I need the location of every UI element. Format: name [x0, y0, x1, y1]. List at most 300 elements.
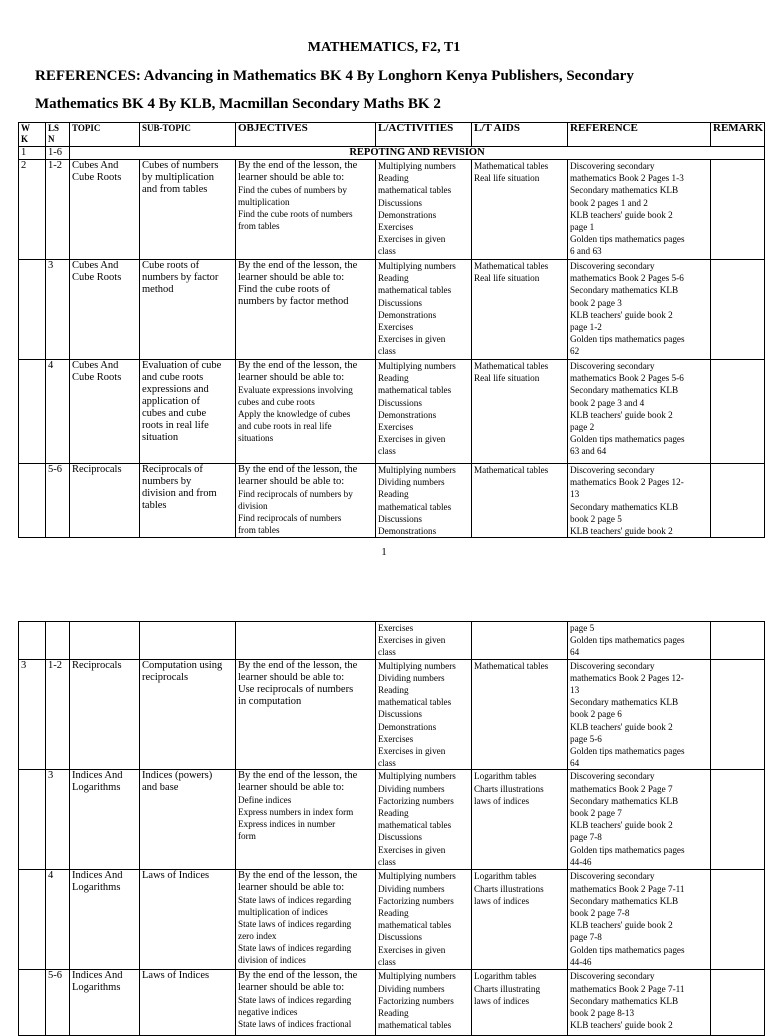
subtopic-cell — [140, 770, 236, 870]
objectives-cell-line: learner should be able to: — [238, 782, 345, 794]
activities-cell-line: Multiplying numbers — [378, 465, 456, 475]
activities-cell-line: Discussions — [378, 197, 422, 208]
reference-cell-line: Secondary mathematics KLB — [570, 185, 679, 196]
reference-cell-line: Discovering secondary — [570, 361, 655, 371]
objectives-cell-line: Apply the knowledge of cubes — [238, 409, 351, 419]
aids-cell-line: laws of indices — [474, 895, 530, 906]
remarks-cell — [711, 659, 765, 770]
activities-cell-line: Reading — [378, 1008, 409, 1019]
table-row — [19, 260, 765, 360]
week-cell — [19, 464, 46, 538]
reference-cell-line: Golden tips mathematics pages — [570, 944, 685, 955]
aids-cell-line: Charts illustrations — [474, 783, 544, 794]
objectives-cell-line: State laws of indices regarding — [238, 995, 352, 1006]
references-heading — [35, 62, 760, 118]
reference-cell-line: KLB teachers' guide book 2 — [570, 920, 673, 931]
reference-cell-line: Golden tips mathematics pages — [570, 334, 685, 345]
activities-cell-line: Exercises in given — [378, 434, 446, 445]
aids-cell-line: Charts illustrations — [474, 883, 544, 894]
reference-cell-line: page 5-6 — [570, 733, 602, 744]
aids-cell-line: laws of indices — [474, 795, 530, 806]
reference-cell-line: mathematics Book 2 Pages 12- — [570, 672, 684, 683]
reference-cell-line: KLB teachers' guide book 2 — [570, 820, 673, 831]
activities-cell-line: class — [378, 647, 396, 658]
subtopic-cell-line: situation — [142, 432, 179, 443]
subtopic-cell-line: and base — [142, 782, 179, 794]
reference-cell — [568, 770, 711, 870]
aids-cell — [472, 970, 568, 1036]
topic-cell-line: Cube Roots — [72, 272, 122, 283]
remarks-cell — [711, 970, 765, 1036]
activities-cell — [376, 260, 472, 360]
objectives-cell-line: learner should be able to: — [238, 272, 345, 283]
reference-cell-line: book 2 page 7-8 — [570, 908, 630, 919]
table-row — [19, 870, 765, 970]
subtopic-cell — [140, 160, 236, 260]
topic-cell-line: Cube Roots — [72, 172, 122, 183]
subtopic-cell-line: and cube roots — [142, 372, 204, 383]
subtopic-cell-line: cubes and cube — [142, 408, 207, 419]
activities-cell-line: Factorizing numbers — [378, 995, 454, 1006]
objectives-cell-line: By the end of the lesson, the — [238, 464, 358, 475]
lesson-cell: 3 — [46, 260, 70, 360]
week-cell — [19, 360, 46, 464]
subtopic-cell-line: numbers by — [142, 476, 192, 487]
objectives-cell-line: Find reciprocals of numbers — [238, 513, 342, 523]
subtopic-cell-line: Indices (powers) — [142, 770, 213, 782]
objectives-cell-line: Find the cube roots of numbers — [238, 209, 353, 219]
reference-cell — [568, 260, 711, 360]
topic-cell — [70, 464, 140, 538]
activities-cell-line: mathematical tables — [378, 920, 452, 931]
header-subtopic: SUB-TOPIC — [140, 123, 236, 147]
activities-cell-line: class — [378, 246, 396, 257]
subtopic-cell-line: Computation using — [142, 659, 223, 671]
remarks-cell — [711, 622, 765, 660]
reference-cell-line: 64 — [570, 758, 580, 769]
activities-cell-line: Exercises in given — [378, 234, 446, 245]
reference-cell-line: Golden tips mathematics pages — [570, 844, 685, 855]
objectives-cell-line: division of indices — [238, 955, 306, 966]
topic-cell-line: Reciprocals — [72, 659, 122, 671]
reference-cell-line: KLB teachers' guide book 2 — [570, 409, 673, 420]
activities-cell — [376, 659, 472, 770]
subtopic-cell — [140, 970, 236, 1036]
reference-cell-line: 62 — [570, 346, 580, 357]
objectives-cell-line: multiplication — [238, 197, 290, 207]
table-row — [19, 659, 765, 770]
reference-cell-line: Discovering secondary — [570, 660, 655, 671]
activities-cell-line: class — [378, 956, 396, 967]
remarks-cell — [711, 870, 765, 970]
objectives-cell-line: learner should be able to: — [238, 476, 345, 487]
reference-cell-line: Secondary mathematics KLB — [570, 697, 679, 708]
subtopic-cell-line: Evaluation of cube — [142, 360, 222, 371]
table-row — [19, 770, 765, 870]
reference-cell-line: Secondary mathematics KLB — [570, 285, 679, 296]
objectives-cell-line: form — [238, 831, 256, 842]
lesson-cell: 4 — [46, 360, 70, 464]
objectives-cell-line: learner should be able to: — [238, 372, 345, 383]
week-cell — [19, 770, 46, 870]
aids-cell — [472, 770, 568, 870]
reference-cell-line: Secondary mathematics KLB — [570, 795, 679, 806]
table-row — [19, 360, 765, 464]
reference-cell-line: mathematics Book 2 Pages 12- — [570, 477, 684, 488]
reference-cell-line: mathematics Book 2 Page 7 — [570, 783, 673, 794]
activities-cell-line: Multiplying numbers — [378, 771, 456, 782]
activities-cell-line: Dividing numbers — [378, 672, 445, 683]
activities-cell-line: mathematical tables — [378, 501, 452, 512]
reference-cell-line: book 2 page 7 — [570, 808, 622, 819]
week-cell — [19, 260, 46, 360]
reference-cell-line: 13 — [570, 685, 580, 696]
aids-cell-line: Logarithm tables — [474, 771, 537, 782]
activities-cell — [376, 770, 472, 870]
reference-cell-line: 63 and 64 — [570, 446, 607, 457]
topic-cell-line: Cubes And — [72, 360, 119, 371]
activities-cell-line: Demonstrations — [378, 209, 437, 220]
subtopic-cell-line: application of — [142, 396, 201, 407]
references-line: Mathematics BK 4 By KLB, Macmillan Secondary Maths BK 2 — [35, 96, 441, 112]
lesson-cell: 1-2 — [46, 160, 70, 260]
reference-cell-line: Golden tips mathematics pages — [570, 635, 685, 646]
activities-cell-line: Exercises in given — [378, 844, 446, 855]
lesson-cell: 3 — [46, 770, 70, 870]
objectives-cell-line: By the end of the lesson, the — [238, 260, 358, 271]
subtopic-cell-line: and from tables — [142, 184, 208, 195]
reference-cell-line: Golden tips mathematics pages — [570, 746, 685, 757]
topic-cell-line: Indices And — [72, 970, 123, 982]
activities-cell-line: mathematical tables — [378, 285, 452, 296]
reference-cell-line: book 2 page 6 — [570, 709, 622, 720]
subtopic-cell — [140, 464, 236, 538]
aids-cell-line: Logarithm tables — [474, 871, 537, 882]
activities-cell-line: Exercises — [378, 422, 414, 433]
reference-cell-line: page 1-2 — [570, 322, 602, 333]
subtopic-cell-line: Laws of Indices — [142, 870, 210, 882]
header-activities: L/ACTIVITIES — [376, 123, 472, 147]
activities-cell-line: Dividing numbers — [378, 477, 445, 488]
activities-cell-line: Reading — [378, 685, 409, 696]
subtopic-cell-line: tables — [142, 500, 167, 511]
aids-cell — [472, 464, 568, 538]
activities-cell-line: Reading — [378, 908, 409, 919]
activities-cell-line: Reading — [378, 373, 409, 384]
topic-cell-line: Logarithms — [72, 782, 121, 794]
reference-cell-line: book 2 pages 1 and 2 — [570, 197, 648, 208]
header-week: W K — [19, 123, 46, 147]
topic-cell-line: Reciprocals — [72, 464, 122, 475]
activities-cell-line: mathematical tables — [378, 385, 452, 396]
reference-cell-line: Secondary mathematics KLB — [570, 385, 679, 396]
week-cell: 3 — [19, 659, 46, 770]
subtopic-cell-line: Laws of Indices — [142, 970, 210, 982]
week-cell: 1 — [19, 147, 46, 160]
remarks-cell — [711, 360, 765, 464]
reference-cell — [568, 870, 711, 970]
objectives-cell — [236, 464, 376, 538]
reference-cell-line: book 2 page 3 — [570, 297, 622, 308]
objectives-cell-line: numbers by factor method — [238, 296, 349, 307]
activities-cell — [376, 622, 472, 660]
aids-cell — [472, 622, 568, 660]
subtopic-cell-line: reciprocals — [142, 671, 189, 683]
reference-cell-line: book 2 page 5 — [570, 513, 622, 524]
topic-cell-line: Cube Roots — [72, 372, 122, 383]
topic-cell-line: Cubes And — [72, 260, 119, 271]
subtopic-cell — [140, 870, 236, 970]
reference-cell-line: 44-46 — [570, 956, 592, 967]
objectives-cell — [236, 659, 376, 770]
subtopic-cell-line: Cube roots of — [142, 260, 200, 271]
topic-cell — [70, 260, 140, 360]
reference-cell — [568, 160, 711, 260]
activities-cell-line: Exercises in given — [378, 746, 446, 757]
objectives-cell — [236, 160, 376, 260]
objectives-cell — [236, 870, 376, 970]
header-remarks: REMARK — [711, 123, 765, 147]
reference-cell-line: page 2 — [570, 422, 595, 433]
objectives-cell-line: division — [238, 501, 268, 511]
reference-cell — [568, 970, 711, 1036]
topic-cell — [70, 659, 140, 770]
objectives-cell — [236, 360, 376, 464]
table-row — [19, 622, 765, 660]
activities-cell-line: Dividing numbers — [378, 983, 445, 994]
objectives-cell-line: Express numbers in index form — [238, 807, 354, 818]
objectives-cell-line: multiplication of indices — [238, 907, 328, 918]
aids-cell-line: Mathematical tables — [474, 361, 549, 371]
reference-cell-line: mathematics Book 2 Pages 5-6 — [570, 273, 684, 284]
page-number: 1 — [381, 546, 387, 558]
topic-cell-line: Indices And — [72, 870, 123, 882]
reference-cell-line: page 5 — [570, 623, 595, 633]
objectives-cell-line: Express indices in number — [238, 819, 336, 830]
scheme-of-work-table — [18, 122, 765, 538]
objectives-cell-line: in computation — [238, 695, 302, 707]
objectives-cell-line: zero index — [238, 931, 277, 942]
activities-cell-line: Multiplying numbers — [378, 871, 456, 882]
objectives-cell-line: cubes and cube roots — [238, 397, 315, 407]
aids-cell-line: Mathematical tables — [474, 261, 549, 271]
table-row — [19, 160, 765, 260]
topic-cell — [70, 970, 140, 1036]
activities-cell — [376, 160, 472, 260]
header-row — [19, 123, 765, 147]
objectives-cell-line: Find the cubes of numbers by — [238, 185, 347, 195]
activities-cell-line: mathematical tables — [378, 820, 452, 831]
reference-cell-line: Discovering secondary — [570, 771, 655, 782]
activities-cell-line: Multiplying numbers — [378, 361, 456, 371]
reference-cell-line: Golden tips mathematics pages — [570, 434, 685, 445]
reference-cell-line: Discovering secondary — [570, 971, 655, 982]
reference-cell-line: KLB teachers' guide book 2 — [570, 721, 673, 732]
reference-cell-line: mathematics Book 2 Pages 5-6 — [570, 373, 684, 384]
objectives-cell-line: By the end of the lesson, the — [238, 770, 358, 782]
reference-cell-line: 64 — [570, 647, 580, 658]
header-reference: REFERENCE — [568, 123, 711, 147]
aids-cell-line: Charts illustrating — [474, 983, 541, 994]
aids-cell-line: Mathematical tables — [474, 660, 549, 671]
activities-cell-line: Demonstrations — [378, 526, 437, 537]
reference-cell-line: Discovering secondary — [570, 261, 655, 271]
remarks-cell — [711, 160, 765, 260]
header-aids: L/T AIDS — [472, 123, 568, 147]
reference-cell-line: Discovering secondary — [570, 161, 655, 171]
table-row — [19, 970, 765, 1036]
activities-cell — [376, 360, 472, 464]
lesson-cell: 4 — [46, 870, 70, 970]
objectives-cell-line: Evaluate expressions involving — [238, 385, 353, 395]
aids-cell-line: laws of indices — [474, 995, 530, 1006]
subtopic-cell-line: Reciprocals of — [142, 464, 203, 475]
activities-cell-line: Exercises in given — [378, 635, 446, 646]
aids-cell-line: Logarithm tables — [474, 971, 537, 982]
activities-cell — [376, 970, 472, 1036]
remarks-cell — [711, 464, 765, 538]
objectives-cell-line: By the end of the lesson, the — [238, 659, 358, 671]
objectives-cell-line: negative indices — [238, 1007, 298, 1018]
reference-cell-line: page 7-8 — [570, 932, 602, 943]
activities-cell-line: Discussions — [378, 513, 422, 524]
activities-cell — [376, 870, 472, 970]
subtopic-cell — [140, 260, 236, 360]
objectives-cell — [236, 260, 376, 360]
aids-cell-line: Mathematical tables — [474, 465, 549, 475]
reporting-label: REPOTING AND REVISION — [70, 147, 765, 160]
reporting-row — [19, 147, 765, 160]
aids-cell-line: Real life situation — [474, 373, 540, 384]
aids-cell — [472, 160, 568, 260]
lesson-cell: 5-6 — [46, 970, 70, 1036]
objectives-cell-line: State laws of indices regarding — [238, 919, 352, 930]
document-title: MATHEMATICS, F2, T1 — [307, 40, 461, 55]
activities-cell-line: Exercises in given — [378, 334, 446, 345]
topic-cell — [70, 770, 140, 870]
subtopic-cell-line: numbers by factor — [142, 272, 219, 283]
objectives-cell-line: situations — [238, 433, 274, 443]
reference-cell-line: KLB teachers' guide book 2 — [570, 526, 673, 537]
reference-cell — [568, 659, 711, 770]
reference-cell-line: page 7-8 — [570, 832, 602, 843]
objectives-cell-line: By the end of the lesson, the — [238, 160, 358, 171]
reference-cell-line: page 1 — [570, 222, 595, 233]
topic-cell-line: Indices And — [72, 770, 123, 782]
week-cell — [19, 622, 46, 660]
activities-cell-line: Discussions — [378, 709, 422, 720]
lesson-cell: 1-2 — [46, 659, 70, 770]
table-row — [19, 464, 765, 538]
subtopic-cell — [140, 360, 236, 464]
activities-cell-line: class — [378, 758, 396, 769]
topic-cell-line: Cubes And — [72, 160, 119, 171]
activities-cell-line: Factorizing numbers — [378, 895, 454, 906]
activities-cell-line: Multiplying numbers — [378, 971, 456, 982]
week-cell: 2 — [19, 160, 46, 260]
objectives-cell-line: Use reciprocals of numbers — [238, 683, 354, 695]
subtopic-cell-line: division and from — [142, 488, 217, 499]
topic-cell — [70, 160, 140, 260]
activities-cell-line: mathematical tables — [378, 185, 452, 196]
activities-cell-line: Discussions — [378, 832, 422, 843]
activities-cell-line: class — [378, 446, 396, 457]
objectives-cell-line: Define indices — [238, 795, 292, 806]
objectives-cell-line: By the end of the lesson, the — [238, 870, 358, 882]
reference-cell-line: Secondary mathematics KLB — [570, 895, 679, 906]
objectives-cell — [236, 622, 376, 660]
scheme-of-work-table-continued — [18, 621, 765, 1036]
aids-cell — [472, 360, 568, 464]
activities-cell-line: Reading — [378, 808, 409, 819]
objectives-cell-line: learner should be able to: — [238, 671, 345, 683]
objectives-cell-line: State laws of indices fractional — [238, 1019, 352, 1030]
reference-cell-line: Golden tips mathematics pages — [570, 234, 685, 245]
remarks-cell — [711, 260, 765, 360]
objectives-cell-line: learner should be able to: — [238, 982, 345, 994]
aids-cell-line: Real life situation — [474, 273, 540, 284]
reference-cell-line: book 2 page 3 and 4 — [570, 397, 645, 408]
subtopic-cell-line: Cubes of numbers — [142, 160, 219, 171]
activities-cell-line: Exercises in given — [378, 944, 446, 955]
activities-cell-line: mathematical tables — [378, 1020, 452, 1031]
activities-cell-line: Discussions — [378, 397, 422, 408]
activities-cell-line: Multiplying numbers — [378, 261, 456, 271]
topic-cell — [70, 870, 140, 970]
lesson-cell: 1-6 — [46, 147, 70, 160]
activities-cell-line: Discussions — [378, 932, 422, 943]
objectives-cell-line: Find reciprocals of numbers by — [238, 489, 353, 499]
header-lesson: LS N — [46, 123, 70, 147]
reference-cell-line: mathematics Book 2 Page 7-11 — [570, 983, 685, 994]
activities-cell-line: Exercises — [378, 222, 414, 233]
activities-cell-line: Exercises — [378, 322, 414, 333]
activities-cell-line: Dividing numbers — [378, 883, 445, 894]
aids-cell-line: Real life situation — [474, 173, 540, 184]
reference-cell-line: 6 and 63 — [570, 246, 602, 257]
reference-cell-line: Secondary mathematics KLB — [570, 995, 679, 1006]
activities-cell-line: Demonstrations — [378, 409, 437, 420]
activities-cell-line: Exercises — [378, 623, 414, 633]
subtopic-cell-line: expressions and — [142, 384, 209, 395]
topic-cell-line: Logarithms — [72, 882, 121, 894]
reference-cell-line: mathematics Book 2 Pages 1-3 — [570, 173, 684, 184]
activities-cell-line: Multiplying numbers — [378, 660, 456, 671]
topic-cell-line: Logarithms — [72, 982, 121, 994]
week-cell — [19, 970, 46, 1036]
subtopic-cell — [140, 622, 236, 660]
aids-cell — [472, 659, 568, 770]
activities-cell-line: Exercises — [378, 733, 414, 744]
objectives-cell-line: learner should be able to: — [238, 172, 345, 183]
subtopic-cell-line: method — [142, 284, 174, 295]
aids-cell — [472, 870, 568, 970]
reference-cell — [568, 464, 711, 538]
aids-cell — [472, 260, 568, 360]
aids-cell-line: Mathematical tables — [474, 161, 549, 171]
reference-cell-line: Secondary mathematics KLB — [570, 501, 679, 512]
reference-cell-line: 44-46 — [570, 856, 592, 867]
activities-cell-line: Dividing numbers — [378, 783, 445, 794]
objectives-cell-line: from tables — [238, 221, 280, 231]
reference-cell-line: KLB teachers' guide book 2 — [570, 209, 673, 220]
activities-cell — [376, 464, 472, 538]
objectives-cell-line: State laws of indices regarding — [238, 943, 352, 954]
reference-cell-line: KLB teachers' guide book 2 — [570, 1020, 673, 1031]
activities-cell-line: Reading — [378, 489, 409, 500]
reference-cell-line: book 2 page 8-13 — [570, 1008, 635, 1019]
activities-cell-line: mathematical tables — [378, 697, 452, 708]
